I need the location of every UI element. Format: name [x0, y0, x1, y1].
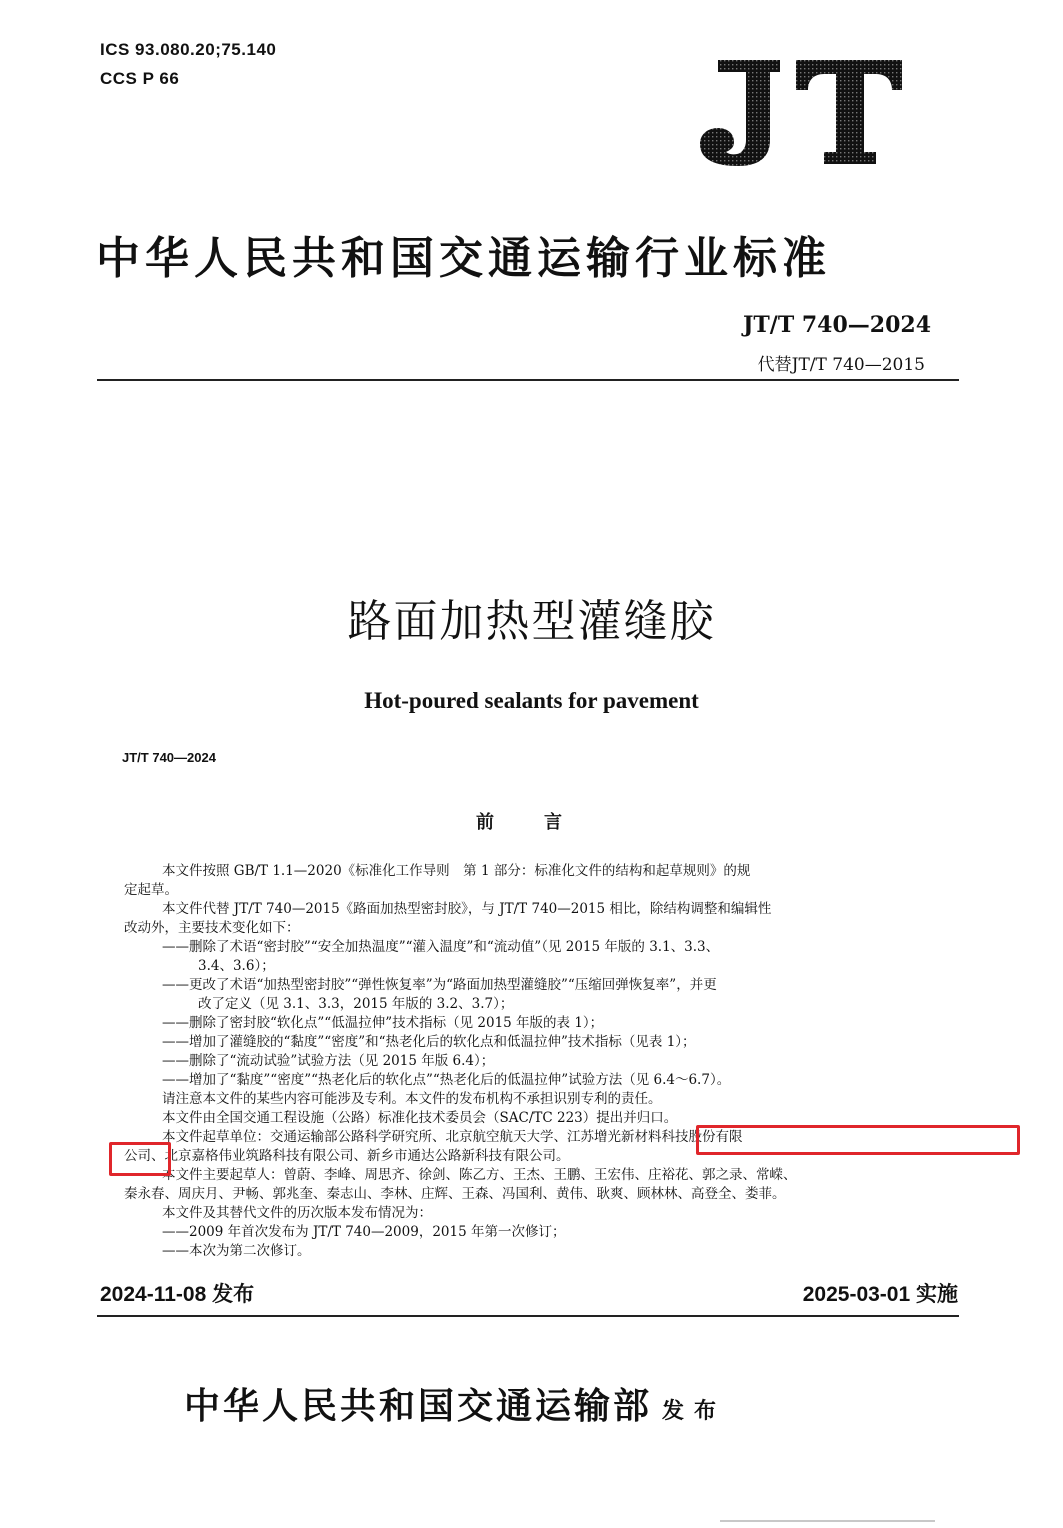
- document-title-zh: 路面加热型灌缝胶: [347, 596, 716, 647]
- preface-line: 本文件代替 JT/T 740—2015《路面加热型密封胶》，与 JT/T 740—2015 相比，除结构调整和编辑性: [162, 901, 772, 917]
- replaces-standard: 代替JT/T 740—2015: [757, 355, 925, 375]
- preface-line: 本文件按照 GB/T 1.1—2020《标准化工作导则 第 1 部分：标准化文件的结构和起草规则》的规: [162, 863, 751, 879]
- preface-line: 3.4、3.6）；: [198, 958, 275, 974]
- preface-line: 秦永春、周庆月、尹畅、郭兆奎、秦志山、李林、庄辉、王森、冯国利、黄伟、耿爽、顾林林、高登全、娄菲。: [124, 1186, 786, 1202]
- preface-line: ——更改了术语“加热型密封胶”“弹性恢复率”为“路面加热型灌缝胶”“压缩回弹恢复率”，并更: [162, 977, 717, 993]
- preface-line: ——增加了“黏度”“密度”“热老化后的软化点”“热老化后的低温拉伸”试验方法（见 6.4～6.7）。: [162, 1072, 731, 1088]
- preface-body: [124, 862, 969, 1261]
- publisher-suffix: 发布: [662, 1398, 727, 1424]
- publisher-name: 中华人民共和国交通运输部: [184, 1385, 653, 1427]
- preface-line: 请注意本文件的某些内容可能涉及专利。本文件的发布机构不承担识别专利的责任。: [162, 1091, 662, 1107]
- preface-line: 本文件及其替代文件的历次版本发布情况为：: [162, 1205, 432, 1221]
- ics-code: ICS 93.080.20;75.140: [100, 40, 277, 59]
- preface-line: ——本次为第二次修订。: [162, 1243, 311, 1259]
- preface-line: ——删除了密封胶“软化点”“低温拉伸”技术指标（见 2015 年版的表 1）；: [162, 1015, 604, 1031]
- issue-date: 2024-11-08 发布: [100, 1283, 255, 1306]
- standard-number: JT/T 740—2024: [743, 312, 931, 338]
- preface-line: 本文件起草单位：交通运输部公路科学研究所、北京航空航天大学、江苏增光新材料科技股份有限: [162, 1129, 743, 1145]
- page-header-code: JT/T 740—2024: [122, 750, 216, 765]
- jt-logo: [696, 60, 906, 166]
- preface-line: 公司、北京嘉格伟业筑路科技有限公司、新乡市通达公路新科技有限公司。: [124, 1148, 570, 1164]
- implementation-date: 2025-03-01 实施: [802, 1283, 958, 1306]
- preface-heading: 前言: [476, 812, 612, 833]
- document-title-en: Hot-poured sealants for pavement: [364, 688, 699, 713]
- scan-artifact-line: [720, 1520, 935, 1522]
- publisher-line: [184, 1378, 726, 1429]
- top-divider: [97, 379, 959, 381]
- highlight-box-company-name: [696, 1125, 1020, 1155]
- preface-line: ——2009 年首次发布为 JT/T 740—2009，2015 年第一次修订；: [162, 1224, 566, 1240]
- industry-standard-title: 中华人民共和国交通运输行业标准: [96, 233, 831, 284]
- preface-line: ——删除了术语“密封胶”“安全加热温度”“灌入温度”和“流动值”（见 2015 年版的 3.1、3.3、: [162, 939, 720, 955]
- preface-line: ——增加了灌缝胶的“黏度”“密度”和“热老化后的软化点和低温拉伸”技术指标（见表 1）；: [162, 1034, 696, 1050]
- preface-line: 本文件由全国交通工程设施（公路）标准化技术委员会（SAC/TC 223）提出并归口。: [162, 1110, 678, 1126]
- highlight-box-company-suffix: [109, 1142, 171, 1176]
- bottom-divider: [97, 1315, 959, 1317]
- preface-line: 定起草。: [124, 882, 178, 898]
- preface-line: 本文件主要起草人：曾蔚、李峰、周思齐、徐剑、陈乙方、王杰、王鹏、王宏伟、庄裕花、郭之录、常嵘、: [162, 1167, 797, 1183]
- preface-line: ——删除了“流动试验”试验方法（见 2015 年版 6.4）；: [162, 1053, 495, 1069]
- ccs-code: CCS P 66: [100, 69, 180, 88]
- preface-line: 改动外，主要技术变化如下：: [124, 920, 300, 936]
- preface-line: 改了定义（见 3.1、3.3，2015 年版的 3.2、3.7）；: [198, 996, 514, 1012]
